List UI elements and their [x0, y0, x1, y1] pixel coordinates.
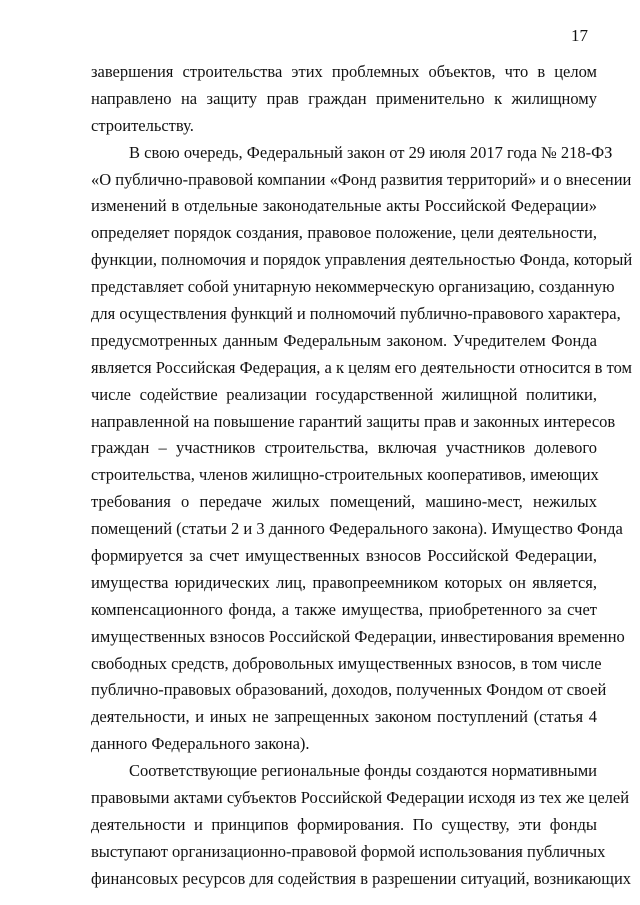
text-line: деятельности, и иных не запрещенных законом поступлений (статья 4	[91, 707, 597, 727]
paragraph	[91, 140, 633, 758]
text-line: компенсационного фонда, а также имущества, приобретенного за счет	[91, 599, 597, 619]
text-line: функции, полномочия и порядок управления деятельностью Фонда, который	[91, 250, 633, 270]
text-line: публично-правовых образований, доходов, полученных Фондом от своей	[91, 680, 607, 700]
text-line: направленной на повышение гарантий защиты прав и законных интересов	[91, 411, 616, 431]
text-line: представляет собой унитарную некоммерческую организацию, созданную	[91, 277, 615, 297]
text-line: требования о передаче жилых помещений, машино-мест, нежилых	[91, 492, 597, 512]
text-line: направлено на защиту прав граждан применительно к жилищному	[91, 88, 597, 108]
text-line: свободных средств, добровольных имущественных взносов, в том числе	[91, 653, 602, 673]
text-line: граждан – участников строительства, включая участников долевого	[91, 438, 597, 458]
text-line: Соответствующие региональные фонды создаются нормативными	[129, 761, 597, 781]
text-line: «О публично-правовой компании «Фонд развития территорий» и о внесении	[91, 169, 632, 189]
text-line: строительства, членов жилищно-строительных кооперативов, имеющих	[91, 465, 599, 485]
text-line: является Российская Федерация, а к целям его деятельности относится в том	[91, 357, 632, 377]
text-line: формируется за счет имущественных взносов Российской Федерации,	[91, 546, 597, 566]
text-line: предусмотренных данным Федеральным законом. Учредителем Фонда	[91, 330, 597, 350]
text-line: данного Федерального закона).	[91, 734, 310, 754]
text-line: имущества юридических лиц, правопреемником которых он является,	[91, 572, 597, 592]
page-number: 17	[571, 26, 588, 45]
paragraph	[91, 59, 597, 140]
text-line: строительству.	[91, 115, 194, 135]
text-line: для осуществления функций и полномочий публично-правового характера,	[91, 304, 621, 324]
body-text	[91, 59, 633, 893]
paragraph	[91, 758, 632, 892]
text-line: завершения строительства этих проблемных объектов, что в целом	[91, 62, 597, 81]
text-line: деятельности и принципов формирования. По существу, эти фонды	[91, 814, 597, 834]
text-line: помещений (статьи 2 и 3 данного Федерального закона). Имущество Фонда	[91, 519, 623, 539]
text-line: имущественных взносов Российской Федерации, инвестирования временно	[91, 626, 625, 646]
text-line: правовыми актами субъектов Российской Федерации исходя из тех же целей	[91, 788, 630, 808]
text-line: изменений в отдельные законодательные акты Российской Федерации»	[91, 196, 597, 216]
text-line: В свою очередь, Федеральный закон от 29 июля 2017 года № 218-ФЗ	[129, 142, 613, 162]
text-line: выступают организационно-правовой формой использования публичных	[91, 841, 606, 861]
text-line: финансовых ресурсов для содействия в разрешении ситуаций, возникающих	[91, 868, 632, 888]
text-line: числе содействие реализации государственной жилищной политики,	[91, 384, 597, 404]
text-line: определяет порядок создания, правовое положение, цели деятельности,	[91, 223, 597, 243]
